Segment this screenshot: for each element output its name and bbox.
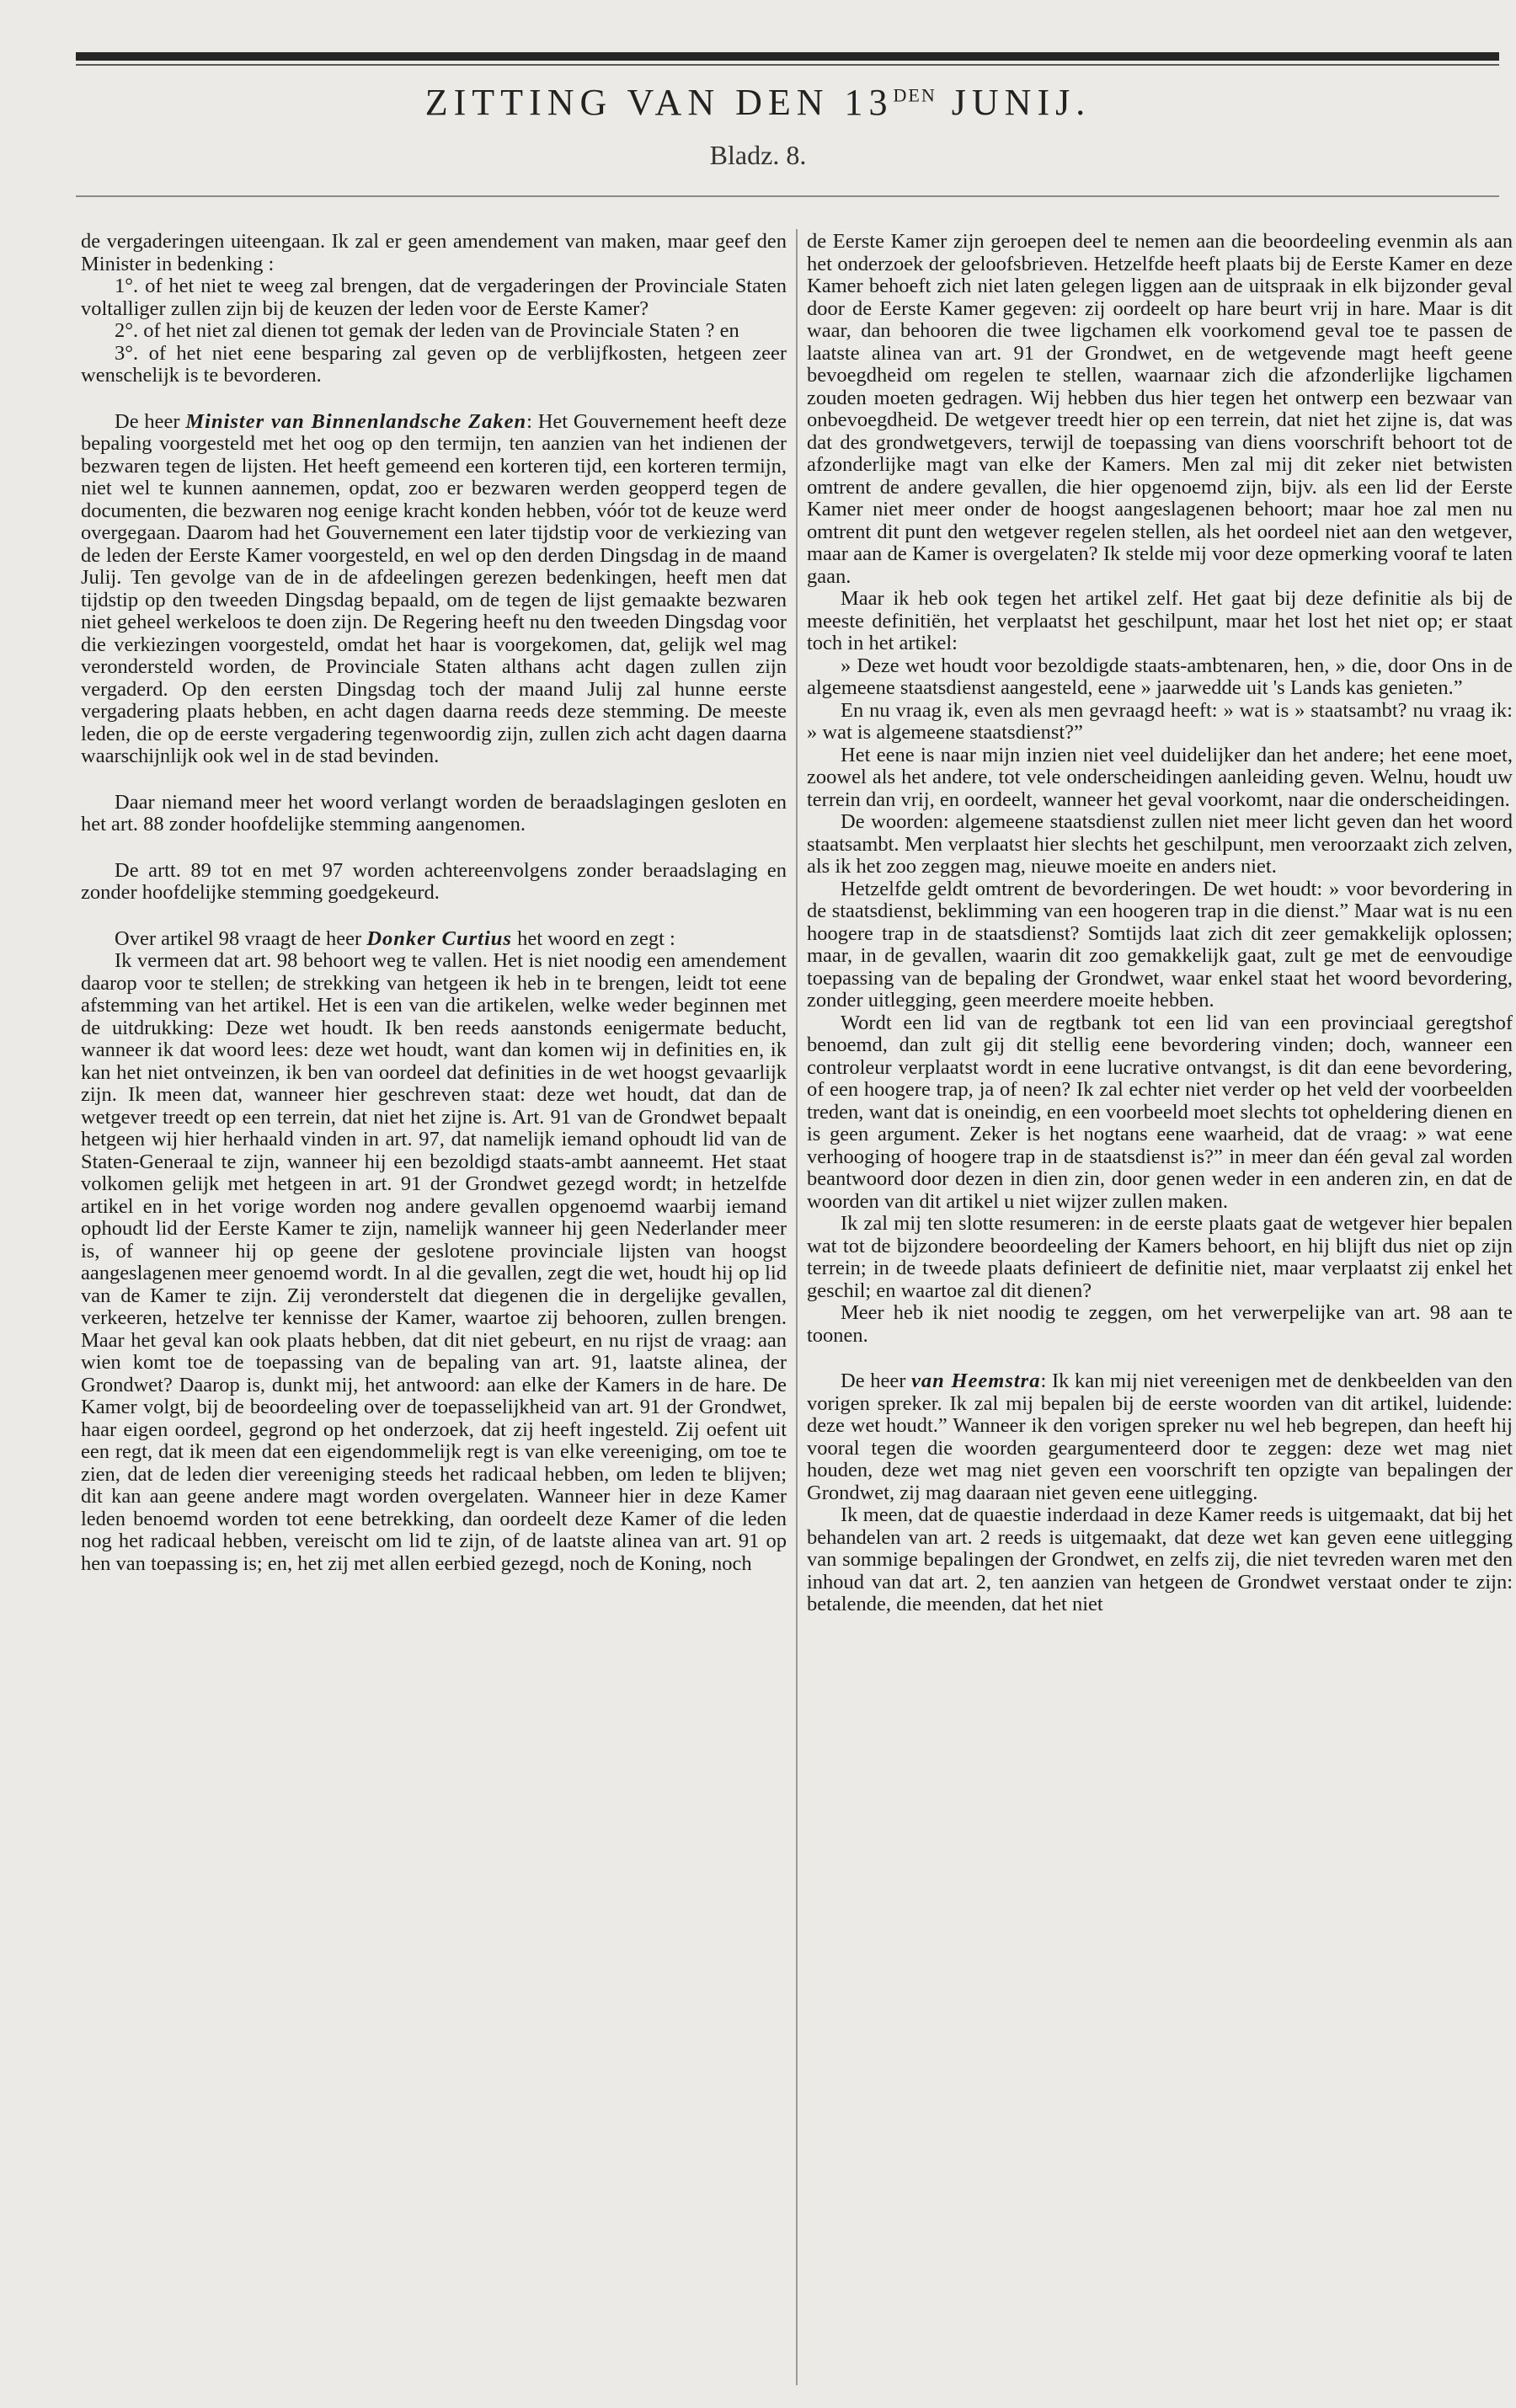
paragraph-r4 (807, 700, 1513, 745)
paragraph-r3 (807, 655, 1513, 700)
page-header-title: ZITTING VAN DEN $13^{DEN}$ JUNIJ. (424, 82, 1092, 123)
column-divider (796, 229, 798, 2385)
paragraph-text: : Het Gouvernement heeft deze bepaling voorgesteld met het oog op den termijn, ten aanzien van het indienen der bezwaren tegen de lijsten. Het heeft gemeend een korteren tijd, een korteren termijn, niet wel te kunnen aannemen, opdat, zoo er bezwaren werden geopperd tegen de documenten, die bezwaren nog eenige kracht konden hebben, vóór tot de keuze werd overgegaan. Daarom had het Gouvernement een later tijdstip voor de verkiezing van de leden der Eerste Kamer voorgesteld, en wel op den derden Dingsdag in de maand Julij. Ten gevolge van de in de afdeelingen gerezen bedenkingen, heeft men dat tijdstip op den tweeden Dingsdag bepaald, om de tegen de lijst gemaakte bezwaren niet geheel werkeloos te doen zijn. De Regering heeft nu den tweeden Dingsdag voor die verkiezingen voorgesteld, omdat het haar is voorgekomen, dat, gelijk wel mag verondersteld worden, de Provinciale Staten althans acht dagen zullen zijn vergaderd. Op den eersten Dingsdag toch der maand Julij zal hunne eerste vergadering plaats hebben, en acht dagen daarna reeds deze stemming. De meeste leden, die op de eerste vergadering tegenwoordig zijn, zullen zich acht dagen daarna waarschijnlijk ook wel in de stad bevinden. (81, 409, 787, 767)
paragraph-text: Maar ik heb ook tegen het artikel zelf. Het gaat bij deze definitie als bij de meeste definitiën, het verplaatst het geschilpunt, maar het lost het niet op; er staat toch in het artikel: (807, 587, 1513, 654)
paragraph-text: de Eerste Kamer zijn geroepen deel te nemen aan die beoordeeling evenmin als aan het onderzoek der geloofsbrieven. Hetzelfde heeft plaats bij de Eerste Kamer en deze Kamer behoeft zich niet laten gelegen liggen aan de uitspraak in elk bijzonder geval door de Eerste Kamer gegeven: zij oordeelt op hare beurt vrij in hare. Maar is dit waar, dan behooren die twee ligchamen elk voorkomend geval toe te passen de laatste alinea van art. 91 der Grondwet, en de wetgevende magt heeft geene bevoegdheid om regelen te stellen, waarnaar zich die afzonderlijke ligchamen zouden moeten gedragen. Wij hebben dus hier tegen het ontwerp een bezwaar van onbevoegdheid. De wetgever treedt hier op een terrein, dat niet het zijne is, dat was dat des grondwetgevers, terwijl de toepassing van diens voorschrift behoort tot de afzonderlijke magt van elke der Kamers. Men zal mij dit zeker niet betwisten omtrent de andere gevallen, die hier opgenoemd zijn, bijv. als een lid der Eerste Kamer niet meer onder de hoogst aangeslagenen behoort; maar hoe zal men nu omtrent dit punt den wetgever regelen stellen, als het oordeel niet aan den wetgever, maar aan de Kamer is overgelaten? Ik stelde mij voor deze opmerking vooraf te laten gaan. (807, 230, 1513, 588)
paragraph-text: En nu vraag ik, even als men gevraagd heeft: » wat is » staatsambt? nu vraag ik: » wat is algemeene staatsdienst?” (807, 698, 1513, 744)
page-number: Bladz. 8. (709, 140, 807, 170)
speaker-intro: De heer (115, 409, 186, 433)
paragraph-l7 (81, 860, 787, 905)
speaker-intro: De heer (841, 1370, 912, 1392)
paragraph-l1 (81, 231, 787, 275)
paragraph-text: » Deze wet houdt voor bezoldigde staats-ambtenaren, hen, » die, door Ons in de algemeene staatsdienst aangesteld, eene » jaarwedde uit 's Lands kas genieten.” (807, 654, 1513, 699)
paragraph-l2 (81, 275, 787, 320)
speaker-name: Minister van Binnenlandsche Zaken (185, 409, 527, 433)
paragraph-text: : Ik kan mij niet vereenigen met de denkbeelden van den vorigen spreker. Ik zal mij bepalen bij de eerste woorden van dit artikel, luidende: deze wet houdt.” Wanneer ik den vorigen spreker nu wel heb begrepen, dan heeft hij vooral tegen die woorden geargumenteerd door te zeggen: deze wet mag niet houden, deze wet mag niet geven een voorschrift ten opzigte van bepalingen der Grondwet, zij mag daaraan niet geven eene uitlegging. (807, 1370, 1513, 1504)
speaker-name: Donker Curtius (366, 926, 512, 950)
paragraph-text: 3°. of het niet eene besparing zal geven op de verblijfkosten, hetgeen zeer wenschelijk is te bevorderen. (81, 341, 787, 387)
paragraph-text: Meer heb ik niet noodig te zeggen, om het verwerpelijke van art. 98 aan te toonen. (807, 1301, 1513, 1347)
paragraph-l3 (81, 320, 787, 343)
paragraph-r7 (807, 878, 1513, 1012)
header-divider (76, 195, 1499, 197)
paragraph-text: Ik vermeen dat art. 98 behoort weg te vallen. Het is niet noodig een amendement daarop voor te stellen; de strekking van hetgeen ik heb in te brengen, leidt tot eene afstemming van het artikel. Het is een van die artikelen, welke weder beginnen met de uitdrukking: Deze wet houdt. Ik ben reeds aanstonds eenigermate beducht, wanneer ik dat woord lees: deze wet houdt, want dan komen wij in definities en, ik kan het niet ontveinzen, ik ben van oordeel dat definities in de wet hoogst gevaarlijk zijn. Ik meen dat, wanneer hier geschreven staat: deze wet houdt, dat dan de wetgever treedt op een terrein, dat niet het zijne is. Art. 91 van de Grondwet bepaalt hetgeen wij hier herhaald vinden in art. 97, dat namelijk iemand ophoudt lid van de Staten-Generaal te zijn, wanneer hij een bezoldigd staats-ambt aanneemt. Het staat volkomen gelijk met hetgeen in art. 91 der Grondwet gezegd wordt; in hetzelfde artikel en in het vorige worden nog andere gevallen opgenoemd waarbij iemand ophoudt lid der Eerste Kamer te zijn, namelijk wanneer hij geen Nederlander meer is, of wanneer hij op geene der geslotene provinciale lijsten van hoogst aangeslagenen meer genoemd wordt. In al die gevallen, zegt die wet, houdt hij op lid van de Kamer te zijn. Zij veronderstelt dat diegenen die in dergelijke gevallen, verkeeren, hetzelve ter kennisse der Kamer, waartoe zij behooren, zullen brengen. Maar het geval kan ook plaats hebben, dat dit niet gebeurt, en nu rijst de vraag: aan wien komt toe de toepassing van de bepaling van art. 91, laatste alinea, der Grondwet? Daarop is, dunkt mij, het antwoord: aan elke der Kamers in de hare. De Kamer volgt, bij de beoordeeling over de toepasselijkheid van art. 91 der Grondwet, haar eigen oordeel, gegrond op het onderzoek, dat zij heeft ingesteld. Zij oefent uit een regt, dat ik meen dat een eigendommelijk regt is van elke vereeniging, om toe te zien, dat de leden dier vereeniging steeds het radicaal hebben, om leden te blijven; dit kan aan geene andere magt worden overgelaten. Wanneer hier in deze Kamer leden benoemd worden tot eene betrekking, dan oordeelt deze Kamer of die leden nog het radicaal hebben, vereischt om lid te zijn, of de laatste alinea van art. 91 op hen van toepassing is; en, het zij met allen eerbied gezegd, noch de Koning, noch (81, 949, 787, 1575)
top-border-thin-rule (76, 64, 1499, 66)
paragraph-l4 (81, 343, 787, 387)
paragraph-text: Daar niemand meer het woord verlangt worden de beraadslagingen gesloten en het art. 88 zonder hoofdelijke stemming aangenomen. (81, 790, 787, 836)
paragraph-r2 (807, 588, 1513, 655)
paragraph-text: Het eene is naar mijn inzien niet veel duidelijker dan het andere; het eene moet, zoowel als het andere, tot vele onderscheidingen aanleiding geven. Welnu, houdt uw terrein dan vrij, en oordeelt, wanneer het geval voorkomt, naar die onderscheidingen. (807, 743, 1513, 811)
paragraph-text: De woorden: algemeene staatsdienst zullen niet meer licht geven dan het woord staatsambt. Men verplaatst hier slechts het geschilpunt, men veroorzaakt zich zelven, als ik het zoo zeggen mag, nieuwe moeite en anders niet. (807, 810, 1513, 878)
paragraph-r1 (807, 231, 1513, 588)
top-border-rule (76, 52, 1499, 61)
paragraph-l8 (81, 928, 787, 951)
paragraph-r12 (807, 1504, 1513, 1616)
paragraph-r11 (807, 1370, 1513, 1504)
paragraph-l5 (81, 411, 787, 768)
paragraph-text: 2°. of het niet zal dienen tot gemak der leden van de Provinciale Staten ? en (115, 319, 739, 342)
paragraph-r5 (807, 745, 1513, 812)
paragraph-r8 (807, 1012, 1513, 1214)
paragraph-text: De artt. 89 tot en met 97 worden achtereenvolgens zonder beraadslaging en zonder hoofdelijke stemming goedgekeurd. (81, 858, 787, 904)
left-column (81, 231, 787, 1575)
paragraph-r9 (807, 1213, 1513, 1302)
right-column (807, 231, 1513, 1616)
paragraph-l9 (81, 950, 787, 1575)
paragraph-r6 (807, 811, 1513, 878)
paragraph-text: 1°. of het niet te weeg zal brengen, dat de vergaderingen der Provinciale Staten voltalliger zullen zijn bij de keuzen der leden voor de Eerste Kamer? (81, 275, 787, 320)
speaker-name: van Heemstra (911, 1370, 1041, 1392)
speaker-intro: Over artikel 98 vraagt de heer (115, 926, 367, 950)
paragraph-text: het woord en zegt : (511, 926, 675, 950)
paragraph-text: Ik meen, dat de quaestie inderdaad in deze Kamer reeds is uitgemaakt, dat bij het behandelen van art. 2 reeds is uitgemaakt, dat deze wet kan geven eene uitlegging van sommige bepalingen der Grondwet, en zelfs zij, die niet tevreden waren met den inhoud van dat art. 2, ten aanzien van hetgeen de Grondwet verstaat onder te zijn: betalende, die meenden, dat het niet (807, 1503, 1513, 1615)
paragraph-text: Wordt een lid van de regtbank tot een lid van een provinciaal geregtshof benoemd, dan zult gij dit stellig eene bevordering vinden; doch, wanneer een controleur verplaatst wordt in eene lucrative ontvangst, is dit dan eene bevordering, of een hoogere trap, ja of neen? Ik zal echter niet verder op het veld der voorbeelden treden, want dat is oneindig, en een voorbeeld moet slechts tot opheldering dienen en is geen argument. Zeker is het nogtans eene waarheid, dat de vraag: » wat eene verhooging of hoogere trap in de staatsdienst is?” in meer dan één geval zal worden beantwoord door dezen in dien zin, door genen weder in een anderen zin, en dat de woorden van dit artikel u niet wijzer zullen maken. (807, 1011, 1513, 1213)
paragraph-text: Ik zal mij ten slotte resumeren: in de eerste plaats gaat de wetgever hier bepalen wat tot de bijzondere beoordeeling der Kamers behoort, en hij blijft dus niet op zijn terrein; in de tweede plaats definieert de definitie niet, maar verplaatst zij enkel het geschil; en waartoe zal dit dienen? (807, 1212, 1513, 1302)
paragraph-r10 (807, 1302, 1513, 1347)
paragraph-l6 (81, 792, 787, 836)
paragraph-text: Hetzelfde geldt omtrent de bevorderingen. De wet houdt: » voor bevordering in de staatsdienst, beklimming van een hoogeren trap in die dienst.” Maar wat is nu een hoogere trap in de staatsdienst? Somtijds laat zich dit zeer gemakkelijk oplossen; maar, in de gevallen, waarin dit zoo gemakkelijk gaat, zult ge met de eenvoudige toepassing van de bepaling der Grondwet, waar enkel staat het woord bevordering, zonder uitlegging, geen meerdere moeite hebben. (807, 877, 1513, 1012)
paragraph-text: de vergaderingen uiteengaan. Ik zal er geen amendement van maken, maar geef den Minister in bedenking : (81, 230, 787, 275)
